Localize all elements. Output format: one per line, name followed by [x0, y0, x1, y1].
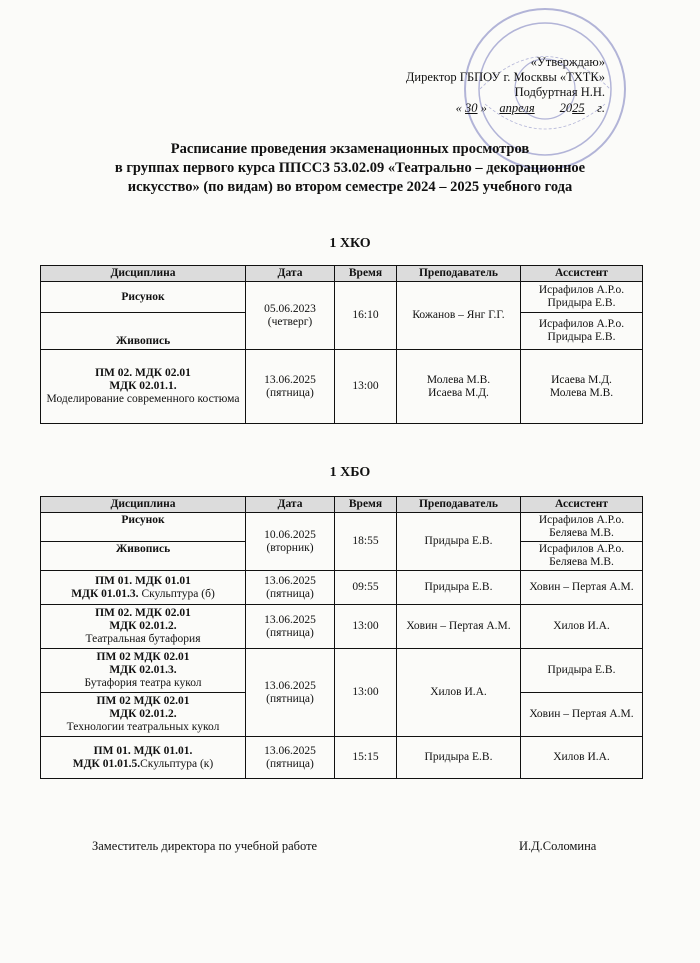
discipline-module: ПМ 02. МДК 02.01	[95, 367, 191, 379]
assistant-name: Исрафилов А.Р.о.	[538, 284, 625, 296]
assistant-name: Беляева М.В.	[549, 527, 614, 539]
assistant-cell	[521, 542, 643, 571]
table-row	[41, 571, 643, 605]
assistant-cell	[521, 350, 643, 424]
assistant-cell: Хилов И.А.	[521, 737, 643, 779]
discipline-code: МДК 02.01.1.	[109, 380, 177, 392]
date-value: 05.06.2023	[264, 302, 316, 315]
discipline-cell: Рисунок	[41, 282, 246, 313]
assistant-cell: Ховин – Пертая А.М.	[521, 693, 643, 737]
approval-line-1: «Утверждаю»	[530, 55, 605, 69]
col-header-assistant: Ассистент	[521, 266, 643, 282]
assistant-name: Исрафилов А.Р.о.	[538, 514, 625, 526]
date-cell	[246, 350, 335, 424]
schedule-table-1	[40, 265, 643, 424]
discipline-cell	[41, 737, 246, 779]
assistant-name: Беляева М.В.	[549, 556, 614, 568]
date-value: 13.06.2025	[264, 574, 316, 587]
date-value: 10.06.2025	[264, 528, 316, 541]
discipline-name: Скульптура (б)	[138, 587, 215, 600]
assistant-cell	[521, 313, 643, 350]
discipline-module: ПМ 02. МДК 02.01	[95, 607, 191, 619]
weekday-value: (пятница)	[266, 626, 314, 639]
approval-day: 30	[465, 101, 478, 115]
title-line-2: в группах первого курса ППССЗ 53.02.09 «Театрально – декорационное	[114, 160, 586, 176]
group-title-2: 1 ХБО	[329, 465, 371, 480]
weekday-value: (пятница)	[266, 692, 314, 705]
table-row	[41, 282, 643, 313]
col-header-date: Дата	[246, 497, 335, 513]
discipline-cell	[41, 571, 246, 605]
assistant-cell	[521, 282, 643, 313]
table-header-row	[41, 266, 643, 282]
time-cell: 13:00	[335, 350, 397, 424]
discipline-cell	[41, 649, 246, 693]
discipline-module: ПМ 02 МДК 02.01	[96, 695, 190, 707]
assistant-cell: Хилов И.А.	[521, 605, 643, 649]
assistant-cell: Ховин – Пертая А.М.	[521, 571, 643, 605]
date-cell	[246, 282, 335, 350]
approval-month: апреля	[499, 101, 535, 115]
weekday-value: (вторник)	[266, 541, 314, 554]
date-value: 13.06.2025	[264, 744, 316, 757]
assistant-cell: Придыра Е.В.	[521, 649, 643, 693]
schedule-table-2	[40, 496, 643, 779]
discipline-code: МДК 02.01.2.	[109, 708, 177, 720]
time-cell: 16:10	[335, 282, 397, 350]
teacher-cell: Кожанов – Янг Г.Г.	[397, 282, 521, 350]
date-cell	[246, 605, 335, 649]
discipline-name: Театральная бутафория	[85, 633, 201, 645]
date-cell	[246, 513, 335, 571]
teacher-cell: Придыра Е.В.	[397, 737, 521, 779]
discipline-module: ПМ 01. МДК 01.01.	[93, 744, 193, 757]
title-line-1: Расписание проведения экзаменационных просмотров	[170, 141, 530, 157]
col-header-time: Время	[335, 266, 397, 282]
signatory-position: Заместитель директора по учебной работе	[92, 839, 318, 853]
weekday-value: (четверг)	[267, 315, 313, 328]
discipline-cell	[41, 605, 246, 649]
discipline-cell: Живопись	[41, 542, 246, 571]
discipline-cell: Живопись	[41, 313, 246, 350]
table-row	[41, 350, 643, 424]
discipline-code: МДК 02.01.3.	[109, 664, 177, 676]
discipline-name: Бутафория театра кукол	[84, 677, 202, 689]
date-cell	[246, 737, 335, 779]
date-value: 13.06.2025	[264, 373, 316, 386]
col-header-discipline: Дисциплина	[41, 497, 246, 513]
approval-block	[406, 55, 605, 116]
col-header-discipline: Дисциплина	[41, 266, 246, 282]
assistant-name: Исрафилов А.Р.о.	[538, 318, 625, 330]
discipline-code: МДК 01.01.3.	[71, 587, 139, 600]
discipline-module: ПМ 01. МДК 01.01	[95, 574, 191, 587]
approval-line-3: Подбуртная Н.Н.	[514, 85, 605, 99]
col-header-assistant: Ассистент	[521, 497, 643, 513]
weekday-value: (пятница)	[266, 587, 314, 600]
assistant-name: Придыра Е.В.	[547, 297, 616, 309]
teacher-cell: Придыра Е.В.	[397, 513, 521, 571]
weekday-value: (пятница)	[266, 757, 314, 770]
document-title	[0, 140, 700, 197]
assistant-name: Исаева М.Д.	[551, 373, 612, 386]
col-header-teacher: Преподаватель	[397, 497, 521, 513]
teacher-cell	[397, 350, 521, 424]
approval-line-2: Директор ГБПОУ г. Москвы «ТХТК»	[405, 70, 605, 84]
time-cell: 15:15	[335, 737, 397, 779]
table-row	[41, 605, 643, 649]
discipline-module: ПМ 02 МДК 02.01	[96, 651, 190, 663]
time-cell: 18:55	[335, 513, 397, 571]
discipline-code: МДК 02.01.2.	[109, 620, 177, 632]
teacher-name: Молева М.В.	[426, 373, 491, 386]
date-value: 13.06.2025	[264, 613, 316, 626]
approval-year-prefix: 20	[559, 101, 573, 115]
group-title-1: 1 ХКО	[329, 236, 371, 251]
date-value: 13.06.2025	[264, 679, 316, 692]
assistant-name: Исрафилов А.Р.о.	[538, 543, 625, 555]
discipline-name: Технологии театральных кукол	[66, 721, 220, 733]
time-cell: 13:00	[335, 649, 397, 737]
date-cell	[246, 649, 335, 737]
discipline-cell: Рисунок	[41, 513, 246, 542]
table-row	[41, 513, 643, 542]
assistant-name: Молева М.В.	[549, 386, 614, 399]
signatory-name: И.Д.Соломина	[519, 839, 597, 853]
col-header-time: Время	[335, 497, 397, 513]
time-cell: 13:00	[335, 605, 397, 649]
discipline-name: Скульптура (к)	[140, 757, 214, 770]
col-header-teacher: Преподаватель	[397, 266, 521, 282]
table-header-row	[41, 497, 643, 513]
assistant-name: Придыра Е.В.	[547, 331, 616, 343]
teacher-cell: Хилов И.А.	[397, 649, 521, 737]
discipline-code: МДК 01.01.5.	[72, 757, 141, 770]
col-header-date: Дата	[246, 266, 335, 282]
discipline-cell	[41, 693, 246, 737]
discipline-name: Моделирование современного костюма	[46, 393, 240, 405]
table-row	[41, 649, 643, 693]
time-cell: 09:55	[335, 571, 397, 605]
date-cell	[246, 571, 335, 605]
title-line-3: искусство» (по видам) во втором семестре 2024 – 2025 учебного года	[127, 179, 573, 195]
approval-year-abbr: г.	[597, 101, 605, 115]
assistant-cell	[521, 513, 643, 542]
teacher-cell: Придыра Е.В.	[397, 571, 521, 605]
discipline-cell	[41, 350, 246, 424]
approval-year-suffix: 25	[572, 101, 585, 115]
teacher-cell: Ховин – Пертая А.М.	[397, 605, 521, 649]
teacher-name: Исаева М.Д.	[428, 386, 489, 399]
weekday-value: (пятница)	[266, 386, 314, 399]
approval-date: « 30 » апреля 2025 г.	[455, 101, 605, 115]
table-row	[41, 737, 643, 779]
